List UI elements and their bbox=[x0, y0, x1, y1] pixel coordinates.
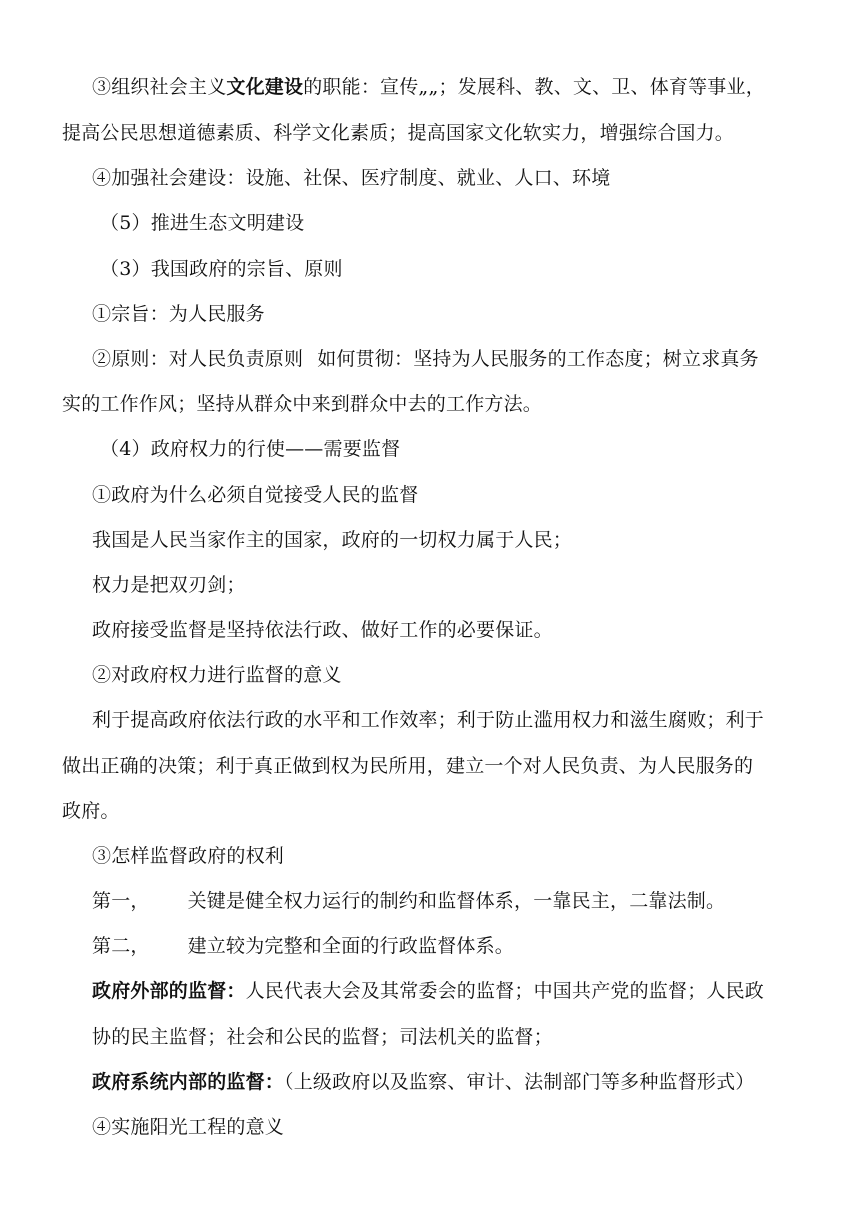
paragraph-purpose: ①宗旨：为人民服务 bbox=[92, 303, 265, 325]
paragraph-second bbox=[92, 934, 514, 958]
text-segment: ③组织社会主义 bbox=[92, 76, 227, 98]
paragraph-line: 协的民主监督；社会和公民的监督；司法机关的监督； bbox=[92, 1026, 553, 1048]
paragraph-line: 做出正确的决策；利于真正做到权为民所用，建立一个对人民负责、为人民服务的 bbox=[62, 755, 754, 777]
subheading: ③怎样监督政府的权利 bbox=[92, 845, 285, 867]
paragraph-social-construction: ④加强社会建设：设施、社保、医疗制度、就业、人口、环境 bbox=[92, 167, 611, 189]
subheading: ④实施阳光工程的意义 bbox=[92, 1116, 285, 1138]
bold-keyword: 政府外部的监督： bbox=[92, 980, 246, 1002]
text-segment: 建立较为完整和全面的行政监督体系。 bbox=[187, 935, 515, 957]
paragraph-internal-supervision bbox=[92, 1070, 755, 1094]
subheading: ①政府为什么必须自觉接受人民的监督 bbox=[92, 484, 419, 506]
text-segment: 第二， bbox=[92, 935, 150, 957]
bold-keyword: 文化建设 bbox=[226, 76, 304, 98]
text-segment: 关键是健全权力运行的制约和监督体系，一靠民主，二靠法制。 bbox=[187, 890, 726, 912]
text-segment: 的职能：宣传„„；发展科、教、文、卫、体育等事业， bbox=[303, 76, 765, 98]
paragraph-line: 我国是人民当家作主的国家，政府的一切权力属于人民； bbox=[92, 529, 573, 551]
paragraph-culture-function bbox=[92, 75, 765, 99]
paragraph-line: 政府接受监督是坚持依法行政、做好工作的必要保证。 bbox=[92, 619, 553, 641]
text-segment: 人民代表大会及其常委会的监督；中国共产党的监督；人民政 bbox=[245, 980, 765, 1002]
paragraph-first bbox=[92, 889, 725, 913]
section-heading: （4）政府权力的行使——需要监督 bbox=[100, 438, 401, 460]
text-segment: 第一， bbox=[92, 890, 150, 912]
subheading: ②对政府权力进行监督的意义 bbox=[92, 664, 342, 686]
section-heading: （3）我国政府的宗旨、原则 bbox=[100, 258, 343, 280]
paragraph-line: 权力是把双刃剑； bbox=[92, 574, 246, 596]
paragraph-line: 实的工作作风；坚持从群众中来到群众中去的工作方法。 bbox=[62, 393, 543, 415]
text-segment: （上级政府以及监察、审计、法制部门等多种监督形式） bbox=[284, 1071, 755, 1093]
text-segment: ②原则：对人民负责原则 bbox=[92, 348, 304, 370]
section-heading: （5）推进生态文明建设 bbox=[100, 212, 305, 234]
paragraph-line: 政府。 bbox=[62, 800, 120, 822]
paragraph-principle bbox=[92, 347, 759, 371]
paragraph-external-supervision bbox=[92, 979, 764, 1003]
text-segment: 如何贯彻：坚持为人民服务的工作态度；树立求真务 bbox=[317, 348, 759, 370]
paragraph-line: 利于提高政府依法行政的水平和工作效率；利于防止滥用权力和滋生腐败；利于 bbox=[92, 709, 765, 731]
bold-keyword: 政府系统内部的监督： bbox=[92, 1071, 285, 1093]
paragraph-line: 提高公民思想道德素质、科学文化素质；提高国家文化软实力，增强综合国力。 bbox=[62, 122, 735, 144]
